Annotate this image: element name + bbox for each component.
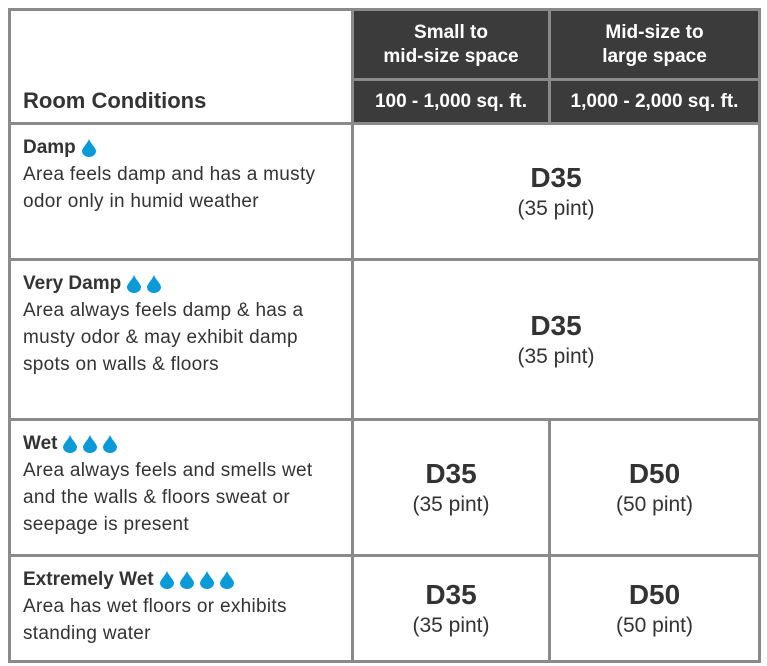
condition-description: Area always feels and smells wet and the walls & floors sweat or seepage is present bbox=[23, 460, 313, 535]
column-title-line2: mid-size space bbox=[383, 45, 519, 67]
water-drop-icon bbox=[200, 571, 214, 589]
condition-title: Extremely Wet bbox=[23, 569, 154, 590]
condition-cell bbox=[10, 124, 353, 260]
table-row bbox=[10, 124, 760, 260]
model-name: D35 bbox=[530, 309, 582, 341]
water-drop-icon bbox=[103, 435, 117, 453]
water-drop-icon bbox=[180, 571, 194, 589]
condition-description: Area has wet floors or exhibits standing water bbox=[23, 596, 287, 644]
recommendation-cell bbox=[550, 556, 760, 662]
condition-description: Area always feels damp & has a musty odor & may exhibit damp spots on walls & floors bbox=[23, 300, 304, 375]
condition-cell bbox=[10, 556, 353, 662]
room-conditions-header: Room Conditions bbox=[10, 10, 353, 124]
column-title-line2: large space bbox=[602, 45, 707, 67]
recommendation-cell bbox=[353, 260, 760, 420]
condition-title-row bbox=[23, 135, 341, 161]
column-title-line1: Small to bbox=[414, 21, 488, 43]
model-name: D35 bbox=[425, 457, 477, 489]
pint-capacity: (35 pint) bbox=[412, 492, 490, 516]
range-large: 1,000 - 2,000 sq. ft. bbox=[550, 80, 760, 124]
condition-title: Wet bbox=[23, 433, 58, 454]
pint-capacity: (50 pint) bbox=[615, 613, 694, 637]
condition-description: Area feels damp and has a musty odor only in humid weather bbox=[23, 164, 316, 212]
pint-capacity: (35 pint) bbox=[517, 344, 595, 368]
pint-capacity: (35 pint) bbox=[412, 613, 490, 637]
water-drop-icon bbox=[127, 275, 141, 293]
dehumidifier-sizing-table bbox=[8, 8, 761, 663]
column-header-large bbox=[550, 10, 760, 80]
condition-title: Very Damp bbox=[23, 273, 122, 294]
recommendation-cell bbox=[353, 124, 760, 260]
pint-capacity: (50 pint) bbox=[615, 492, 694, 516]
recommendation-cell bbox=[353, 420, 550, 556]
recommendation-cell bbox=[550, 420, 760, 556]
model-name: D35 bbox=[530, 161, 582, 193]
table-row bbox=[10, 260, 760, 420]
condition-title-row bbox=[23, 431, 341, 457]
model-name: D50 bbox=[628, 457, 681, 489]
condition-title-row bbox=[23, 567, 341, 593]
water-drop-icon bbox=[220, 571, 234, 589]
condition-title-row bbox=[23, 271, 341, 297]
range-small: 100 - 1,000 sq. ft. bbox=[353, 80, 550, 124]
water-drop-icon bbox=[160, 571, 174, 589]
table-row bbox=[10, 420, 760, 556]
column-title-line1: Mid-size to bbox=[605, 21, 704, 43]
pint-capacity: (35 pint) bbox=[517, 196, 595, 220]
model-name: D50 bbox=[628, 578, 681, 610]
table-row bbox=[10, 556, 760, 662]
condition-cell bbox=[10, 420, 353, 556]
water-drop-icon bbox=[82, 139, 96, 157]
condition-title: Damp bbox=[23, 137, 76, 158]
model-name: D35 bbox=[425, 578, 477, 610]
water-drop-icon bbox=[83, 435, 97, 453]
recommendation-cell bbox=[353, 556, 550, 662]
column-header-small bbox=[353, 10, 550, 80]
condition-cell bbox=[10, 260, 353, 420]
water-drop-icon bbox=[63, 435, 77, 453]
water-drop-icon bbox=[147, 275, 161, 293]
